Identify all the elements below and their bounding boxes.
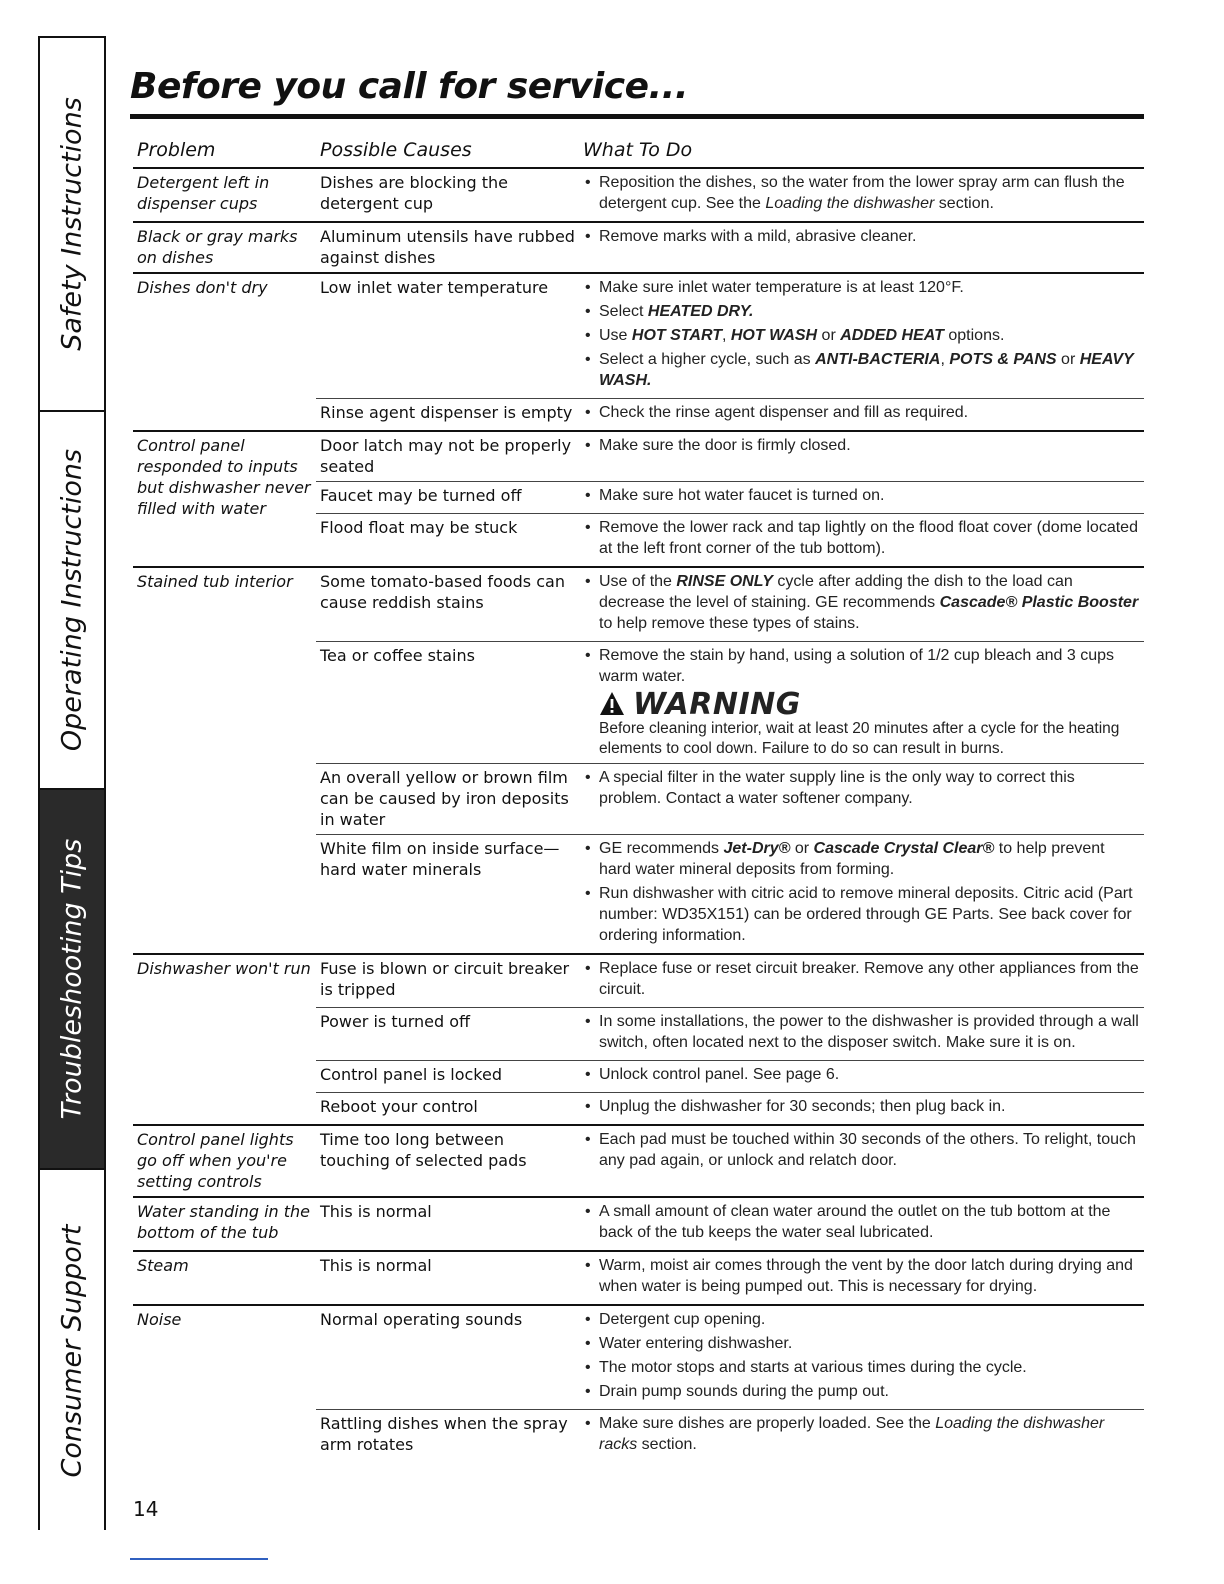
remedy-item: • In some installations, the power to the dishwasher is provided through a wall switch, often located next to the disposer switch. Make sure it is on. (583, 1011, 1140, 1053)
table-row (133, 1125, 1144, 1197)
cause-cell: Flood float may be stuck (316, 514, 579, 568)
remedy-list (583, 226, 1140, 247)
remedy-item: • Make sure inlet water temperature is at least 120°F. (583, 277, 1140, 298)
problem-cell: Steam (133, 1251, 316, 1305)
remedy-item: • Make sure the door is firmly closed. (583, 435, 1140, 456)
cause-cell: Tea or coffee stains (316, 642, 579, 764)
what-to-do-cell (579, 222, 1144, 273)
remedy-list (583, 1309, 1140, 1402)
what-to-do-cell (579, 1305, 1144, 1410)
cause-cell: Aluminum utensils have rubbed against dishes (316, 222, 579, 273)
remedy-item: • Water entering dishwasher. (583, 1333, 1140, 1354)
remedy-list (583, 571, 1140, 634)
tab-label: Troubleshooting Tips (56, 838, 88, 1120)
remedy-item: • Select a higher cycle, such as ANTI-BACTERIA, POTS & PANS or HEAVY WASH. (583, 349, 1140, 391)
cause-cell: Time too long between touching of selected pads (316, 1125, 579, 1197)
remedy-list (583, 402, 1140, 423)
problem-cell: Dishes don't dry (133, 273, 316, 431)
remedy-list (583, 435, 1140, 456)
remedy-list (583, 485, 1140, 506)
remedy-list (583, 838, 1140, 946)
what-to-do-cell (579, 482, 1144, 514)
cause-cell: An overall yellow or brown film can be caused by iron deposits in water (316, 764, 579, 835)
cause-cell: Rattling dishes when the spray arm rotates (316, 1410, 579, 1463)
cause-cell: White film on inside surface— hard water minerals (316, 835, 579, 955)
remedy-item: • Warm, moist air comes through the vent by the door latch during drying and when water is being pumped out. This is necessary for drying. (583, 1255, 1140, 1297)
problem-cell: Black or gray marks on dishes (133, 222, 316, 273)
warning-title: WARNING (633, 686, 801, 722)
cause-cell: Reboot your control (316, 1093, 579, 1126)
troubleshooting-table-container (133, 128, 1144, 1462)
tab-safety-instructions[interactable] (40, 38, 104, 412)
what-to-do-cell (579, 1061, 1144, 1093)
what-to-do-cell (579, 399, 1144, 432)
remedy-item: • Make sure hot water faucet is turned on. (583, 485, 1140, 506)
tab-label: Consumer Support (56, 1224, 88, 1478)
remedy-item: • Drain pump sounds during the pump out. (583, 1381, 1140, 1402)
cause-cell: Dishes are blocking the detergent cup (316, 168, 579, 222)
table-row (133, 1251, 1144, 1305)
tab-troubleshooting-tips[interactable] (40, 790, 104, 1170)
what-to-do-cell (579, 567, 1144, 642)
remedy-item: • Unlock control panel. See page 6. (583, 1064, 1140, 1085)
table-row (133, 954, 1144, 1008)
remedy-item: • Use of the RINSE ONLY cycle after adding the dish to the load can decrease the level of staining. GE recommends Cascade® Plastic Booster to help remove these types of stains. (583, 571, 1140, 634)
what-to-do-cell (579, 1197, 1144, 1251)
tab-label: Safety Instructions (56, 97, 88, 351)
remedy-list (583, 1413, 1140, 1455)
remedy-item: • A special filter in the water supply line is the only way to correct this problem. Contact a water softener company. (583, 767, 1140, 809)
table-row (133, 431, 1144, 482)
cause-cell: Some tomato-based foods can cause reddish stains (316, 567, 579, 642)
cause-cell: Low inlet water temperature (316, 273, 579, 399)
tab-consumer-support[interactable] (40, 1170, 104, 1532)
cause-cell: Control panel is locked (316, 1061, 579, 1093)
table-row (133, 1305, 1144, 1410)
what-to-do-cell (579, 764, 1144, 835)
remedy-list (583, 767, 1140, 809)
table-row (133, 168, 1144, 222)
header-problem: Problem (133, 128, 316, 168)
what-to-do-cell (579, 1410, 1144, 1463)
header-possible-causes: Possible Causes (316, 128, 579, 168)
warning-text: Before cleaning interior, wait at least 20 minutes after a cycle for the heating elements to cool down. Failure to do so can result in burns. (599, 720, 1120, 757)
remedy-list (583, 1064, 1140, 1085)
remedy-item: • A small amount of clean water around the outlet on the tub bottom at the back of the tub keeps the water seal lubricated. (583, 1201, 1140, 1243)
remedy-item: • Replace fuse or reset circuit breaker. Remove any other appliances from the circuit. (583, 958, 1140, 1000)
footer-link-underline (130, 1558, 268, 1560)
cause-cell: Faucet may be turned off (316, 482, 579, 514)
problem-cell: Detergent left in dispenser cups (133, 168, 316, 222)
remedy-list (583, 958, 1140, 1000)
troubleshooting-table (133, 128, 1144, 1462)
problem-cell: Stained tub interior (133, 567, 316, 954)
remedy-item: • Remove the stain by hand, using a solution of 1/2 cup bleach and 3 cups warm water. (583, 645, 1140, 687)
problem-cell: Control panel responded to inputs but dishwasher never filled with water (133, 431, 316, 567)
remedy-item: • The motor stops and starts at various times during the cycle. (583, 1357, 1140, 1378)
remedy-item: • Check the rinse agent dispenser and fill as required. (583, 402, 1140, 423)
what-to-do-cell (579, 835, 1144, 955)
problem-cell: Control panel lights go off when you're setting controls (133, 1125, 316, 1197)
what-to-do-cell (579, 954, 1144, 1008)
remedy-list (583, 1129, 1140, 1171)
page-number: 14 (133, 1497, 159, 1521)
what-to-do-cell (579, 642, 1144, 764)
tab-operating-instructions[interactable] (40, 412, 104, 790)
section-tab-strip (38, 36, 106, 1530)
title-rule (130, 114, 1144, 119)
table-row (133, 1197, 1144, 1251)
problem-cell: Noise (133, 1305, 316, 1462)
cause-cell: Power is turned off (316, 1008, 579, 1061)
remedy-item: • Run dishwasher with citric acid to remove mineral deposits. Citric acid (Part number: WD35X151) can be ordered through GE Parts. See back cover for ordering information. (583, 883, 1140, 946)
cause-cell: Door latch may not be properly seated (316, 431, 579, 482)
warning-heading (599, 686, 1140, 722)
remedy-item: • Select HEATED DRY. (583, 301, 1140, 322)
what-to-do-cell (579, 273, 1144, 399)
remedy-item: • Unplug the dishwasher for 30 seconds; then plug back in. (583, 1096, 1140, 1117)
remedy-item: • Remove the lower rack and tap lightly on the flood float cover (dome located at the left front corner of the tub bottom). (583, 517, 1140, 559)
what-to-do-cell (579, 1251, 1144, 1305)
cause-cell: Fuse is blown or circuit breaker is tripped (316, 954, 579, 1008)
table-row (133, 567, 1144, 642)
remedy-list (583, 517, 1140, 559)
remedy-item: • Remove marks with a mild, abrasive cleaner. (583, 226, 1140, 247)
page-title: Before you call for service... (130, 66, 689, 107)
remedy-list (583, 1096, 1140, 1117)
remedy-list (583, 172, 1140, 214)
remedy-item: • Use HOT START, HOT WASH or ADDED HEAT options. (583, 325, 1140, 346)
remedy-list (583, 1011, 1140, 1053)
table-body (133, 168, 1144, 1462)
remedy-item: • Reposition the dishes, so the water from the lower spray arm can flush the detergent cup. See the Loading the dishwasher section. (583, 172, 1140, 214)
warning-triangle-icon (599, 691, 625, 717)
table-row (133, 273, 1144, 399)
what-to-do-cell (579, 1008, 1144, 1061)
cause-cell: This is normal (316, 1251, 579, 1305)
header-what-to-do: What To Do (579, 128, 1144, 168)
what-to-do-cell (579, 1093, 1144, 1126)
remedy-list (583, 645, 1140, 687)
what-to-do-cell (579, 168, 1144, 222)
remedy-item: • Detergent cup opening. (583, 1309, 1140, 1330)
table-header-row (133, 128, 1144, 168)
what-to-do-cell (579, 1125, 1144, 1197)
problem-cell: Water standing in the bottom of the tub (133, 1197, 316, 1251)
cause-cell: This is normal (316, 1197, 579, 1251)
cause-cell: Normal operating sounds (316, 1305, 579, 1410)
remedy-item: • Make sure dishes are properly loaded. See the Loading the dishwasher racks section. (583, 1413, 1140, 1455)
remedy-list (583, 1255, 1140, 1297)
remedy-item: • Each pad must be touched within 30 seconds of the others. To relight, touch any pad again, or unlock and relatch door. (583, 1129, 1140, 1171)
cause-cell: Rinse agent dispenser is empty (316, 399, 579, 432)
tab-label: Operating Instructions (56, 448, 88, 752)
what-to-do-cell (579, 514, 1144, 568)
remedy-list (583, 1201, 1140, 1243)
remedy-item: • GE recommends Jet-Dry® or Cascade Crystal Clear® to help prevent hard water mineral deposits from forming. (583, 838, 1140, 880)
problem-cell: Dishwasher won't run (133, 954, 316, 1125)
remedy-list (583, 277, 1140, 391)
what-to-do-cell (579, 431, 1144, 482)
table-row (133, 222, 1144, 273)
